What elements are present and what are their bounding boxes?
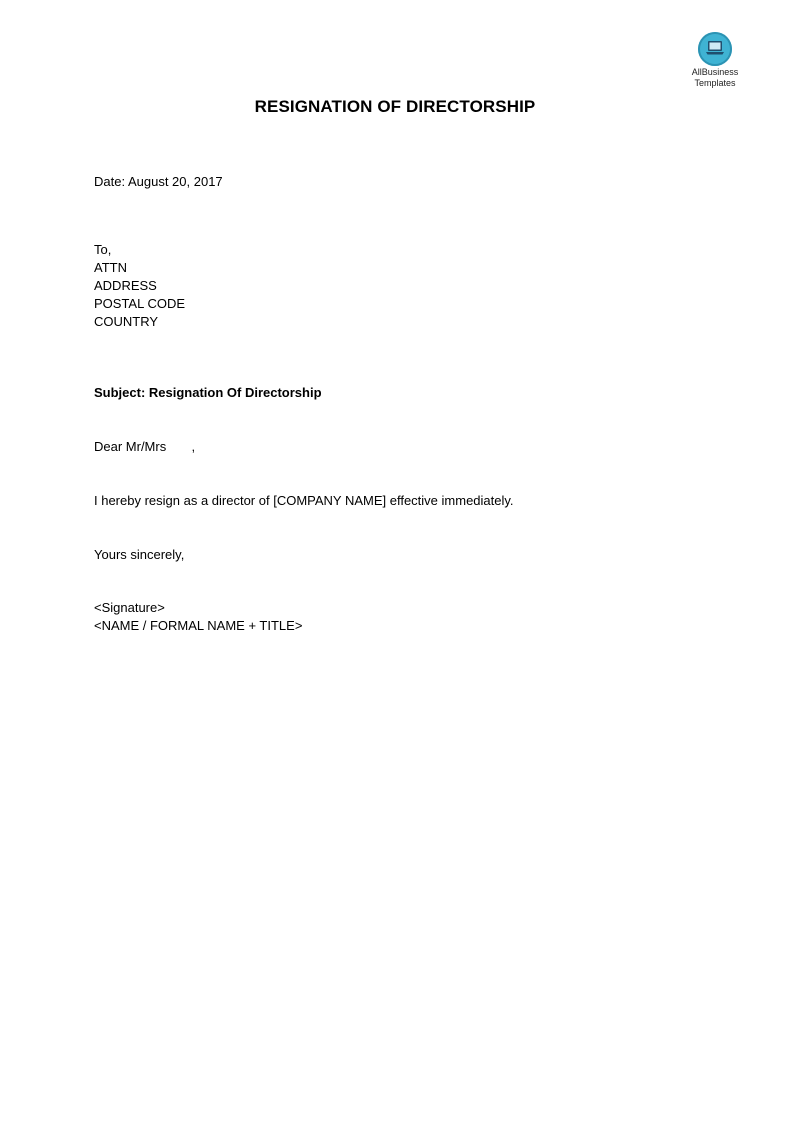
document-title: RESIGNATION OF DIRECTORSHIP xyxy=(254,97,536,116)
recipient-address: ADDRESS xyxy=(94,278,157,293)
salutation: Dear Mr/Mrs , xyxy=(94,439,196,454)
recipient-country: COUNTRY xyxy=(94,314,159,329)
subject-line: Subject: Resignation Of Directorship xyxy=(94,385,322,400)
closing: Yours sincerely, xyxy=(94,547,185,562)
recipient-attn: ATTN xyxy=(94,260,127,275)
name-title-placeholder: <NAME / FORMAL NAME + TITLE> xyxy=(94,618,303,633)
laptop-icon xyxy=(698,32,732,66)
signature-placeholder: <Signature> xyxy=(94,600,165,615)
logo-text-line2: Templates xyxy=(694,78,736,88)
recipient-to: To, xyxy=(94,242,112,257)
logo-text-line1: AllBusiness xyxy=(691,67,739,77)
body-paragraph: I hereby resign as a director of [COMPANY NAME] effective immediately. xyxy=(94,493,514,508)
allbusiness-templates-logo xyxy=(684,32,746,88)
date-line: Date: August 20, 2017 xyxy=(94,174,223,189)
recipient-postal-code: POSTAL CODE xyxy=(94,296,186,311)
